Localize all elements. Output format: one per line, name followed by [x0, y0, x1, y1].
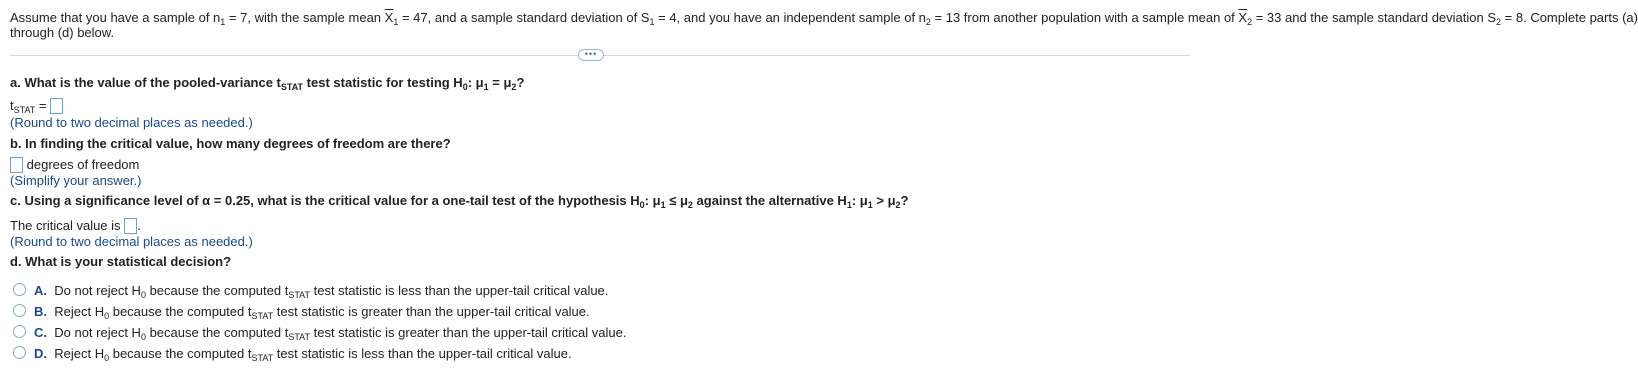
option-text: test statistic is greater than the upper-tail critical value. — [273, 304, 590, 319]
option-text: Do not reject H — [54, 325, 141, 340]
df-answer-input[interactable] — [10, 157, 23, 173]
answer-label: = — [35, 98, 47, 113]
option-letter: C. — [34, 325, 47, 340]
part-b-note: (Simplify your answer.) — [10, 173, 142, 188]
subscript: 1 — [867, 200, 873, 210]
subscript: 0 — [140, 290, 146, 300]
option-a[interactable] — [34, 283, 608, 298]
option-text: test statistic is less than the upper-tail critical value. — [273, 346, 572, 361]
xbar-symbol: $\overline{X}$ — [1238, 10, 1248, 25]
subscript: 0 — [639, 200, 645, 210]
problem-text: Assume that you have a sample of n — [10, 10, 221, 25]
subscript: STAT — [251, 311, 274, 321]
question-text: ? — [516, 75, 525, 90]
subscript: 1 — [649, 17, 655, 27]
subscript: 2 — [687, 200, 693, 210]
option-text: because the computed t — [109, 346, 252, 361]
question-text: against the alternative H — [692, 193, 847, 208]
option-b[interactable] — [34, 304, 590, 319]
answer-label: degrees of freedom — [26, 157, 140, 172]
option-text: because the computed t — [109, 304, 252, 319]
question-text: : μ — [851, 193, 868, 208]
subscript: 1 — [393, 17, 399, 27]
subscript: 0 — [104, 353, 110, 363]
option-c-radio[interactable] — [13, 325, 26, 338]
part-c-note: (Round to two decimal places as needed.) — [10, 234, 253, 249]
subscript: 1 — [846, 200, 852, 210]
problem-statement-line2: through (d) below. — [10, 25, 115, 40]
question-text: > μ — [872, 193, 896, 208]
part-a-answer-row — [10, 98, 63, 114]
option-d[interactable] — [34, 346, 572, 361]
more-button[interactable]: ••• — [578, 49, 604, 61]
option-text: test statistic is greater than the upper-tail critical value. — [310, 325, 627, 340]
subscript: STAT — [251, 353, 274, 363]
subscript: STAT — [13, 105, 36, 115]
problem-text: = 13 from another population with a sample mean of — [930, 10, 1239, 25]
subscript: 2 — [895, 200, 901, 210]
option-letter: D. — [34, 346, 47, 361]
option-c[interactable] — [34, 325, 626, 340]
critical-value-input[interactable] — [124, 218, 137, 234]
subscript: 2 — [1496, 17, 1502, 27]
subscript: 1 — [483, 82, 489, 92]
answer-label: t — [10, 98, 14, 113]
option-letter: A. — [34, 283, 47, 298]
question-text: : μ — [644, 193, 661, 208]
answer-label: The critical value is — [10, 218, 125, 233]
subscript: 2 — [1247, 17, 1253, 27]
question-text: = μ — [488, 75, 512, 90]
part-a-note: (Round to two decimal places as needed.) — [10, 115, 253, 130]
subscript: STAT — [288, 290, 310, 300]
option-text: because the computed t — [145, 325, 289, 340]
answer-label: . — [137, 218, 141, 233]
option-text: Reject H — [54, 346, 105, 361]
subscript: STAT — [280, 82, 304, 92]
part-c-answer-row — [10, 218, 141, 234]
question-text: test statistic for testing H — [303, 75, 463, 90]
option-d-radio[interactable] — [13, 346, 26, 359]
option-text: Do not reject H — [54, 283, 141, 298]
option-text: Reject H — [54, 304, 105, 319]
part-a-question — [10, 75, 524, 90]
part-d-question: d. What is your statistical decision? — [10, 254, 232, 269]
option-letter: B. — [34, 304, 47, 319]
subscript: 2 — [925, 17, 931, 27]
part-b-answer-row — [10, 157, 139, 173]
option-text: test statistic is less than the upper-tail critical value. — [310, 283, 609, 298]
subscript: STAT — [288, 332, 310, 342]
subscript: 0 — [462, 82, 468, 92]
problem-text: = 33 and the sample standard deviation S — [1252, 10, 1497, 25]
option-a-radio[interactable] — [13, 283, 26, 296]
part-b-question: b. In finding the critical value, how many degrees of freedom are there? — [10, 136, 451, 151]
problem-text: = 7, with the sample mean — [225, 10, 385, 25]
subscript: 2 — [511, 82, 517, 92]
question-text: a. What is the value of the pooled-variance t — [10, 75, 281, 90]
tstat-answer-input[interactable] — [50, 98, 63, 114]
question-text: ? — [900, 193, 909, 208]
xbar-symbol: $\overline{X}$ — [384, 10, 394, 25]
option-text: because the computed t — [145, 283, 289, 298]
problem-text: = 4, and you have an independent sample of n — [654, 10, 926, 25]
problem-text: = 47, and a sample standard deviation of S — [398, 10, 650, 25]
subscript: 1 — [660, 200, 666, 210]
subscript: 1 — [220, 17, 226, 27]
subscript: 0 — [140, 332, 146, 342]
question-text: c. Using a significance level of α = 0.25, what is the critical value for a one-tail test of the hypothesis H — [10, 193, 640, 208]
part-c-question — [10, 193, 909, 208]
problem-text: = 8. Complete parts (a) — [1501, 10, 1638, 25]
question-text: ≤ μ — [665, 193, 688, 208]
question-text: : μ — [467, 75, 484, 90]
option-b-radio[interactable] — [13, 304, 26, 317]
subscript: 0 — [104, 311, 110, 321]
problem-statement — [10, 10, 1638, 25]
